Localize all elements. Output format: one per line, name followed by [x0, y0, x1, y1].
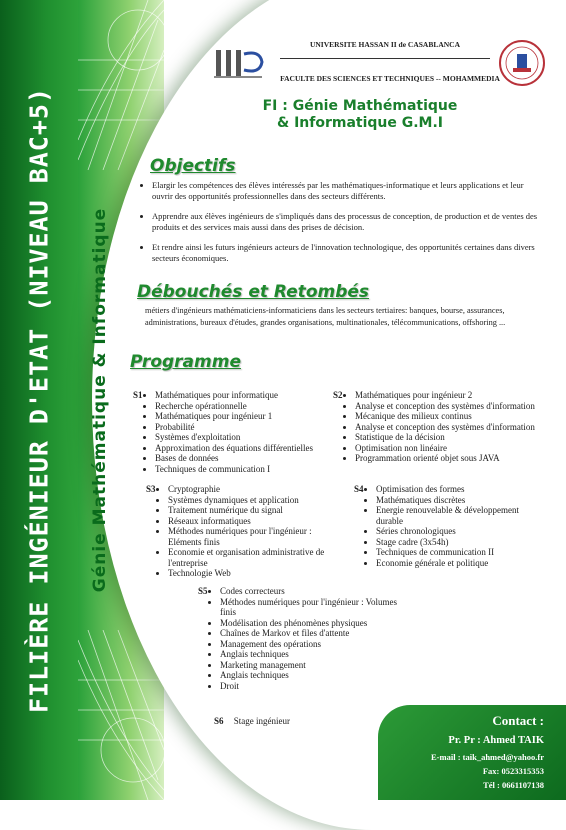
semester-s3 — [146, 484, 346, 579]
programme-heading: Programme — [130, 352, 241, 372]
semester-label: S1 — [133, 390, 143, 400]
list-item: • Economie générale et politique — [376, 558, 544, 569]
debouches-heading: Débouchés et Retombés — [137, 282, 370, 302]
contact-box — [378, 705, 566, 800]
list-item: • Probabilité — [155, 422, 343, 433]
list-item: • Techniques de communication I — [155, 464, 343, 475]
semester-s1 — [133, 390, 343, 474]
faculty-name: FACULTE DES SCIENCES ET TECHNIQUES -- MOHAMMEDIA — [280, 74, 500, 83]
list-item: • Mathématiques discrètes — [376, 495, 544, 506]
list-item: • Droit — [220, 681, 398, 692]
list-item: • Mécanique des milieux continus — [355, 411, 558, 422]
debouches-text: métiers d'ingénieurs mathématiciens-informaticiens dans les secteurs tertiaires: banques, bourse, assurances, administrations, bureaux d'études, grandes organisations, multinationales, télécommunications, offshoring ... — [145, 306, 506, 327]
list-item: • Modélisation des phénomènes physiques — [220, 618, 398, 629]
contact-tel: Tél : 0661107138 — [483, 780, 544, 790]
list-item: • Chaînes de Markov et files d'attente — [220, 628, 398, 639]
list-item: • Séries chronologiques — [376, 526, 544, 537]
list-item: • Anglais techniques — [220, 670, 398, 681]
university-name: UNIVERSITE HASSAN II de CASABLANCA — [309, 40, 461, 49]
list-item: • Techniques de communication II — [376, 547, 544, 558]
semester-s5 — [198, 586, 398, 691]
semester-label: S2 — [333, 390, 343, 400]
vertical-title: FILIÈRE INGÉNIEUR D'ETAT (NIVEAU BAC+5) — [24, 87, 54, 713]
header-divider — [280, 58, 490, 59]
list-item: • Systèmes dynamiques et application — [168, 495, 346, 506]
list-item: • Codes correcteurs — [220, 586, 398, 597]
contact-email[interactable]: E-mail : taik_ahmed@yahoo.fr — [431, 752, 544, 762]
list-item: • Traitement numérique du signal — [168, 505, 346, 516]
list-item: • Stage cadre (3x54h) — [376, 537, 544, 548]
list-item: • Approximation des équations différentielles — [155, 443, 343, 454]
contact-name: Pr. Pr : Ahmed TAIK — [448, 735, 544, 746]
list-item: • Recherche opérationnelle — [155, 401, 343, 412]
semester-label: S6 — [214, 716, 224, 726]
list-item: • Et rendre ainsi les futurs ingénieurs acteurs de l'innovation technologique, des opportunités certaines dans divers secteurs économiques. — [152, 242, 540, 264]
list-item: • Analyse et conception des systèmes d'information — [355, 401, 558, 412]
semester-s4 — [354, 484, 544, 568]
list-item: • Anglais techniques — [220, 649, 398, 660]
list-item: • Management des opérations — [220, 639, 398, 650]
contact-title: Contact : — [492, 713, 544, 728]
list-item: • Apprendre aux élèves ingénieurs de s'impliqués dans des processus de conception, de production et de ventes des produits et des services mais aussi dans des prises de décision. — [152, 211, 540, 233]
semester-label: S4 — [354, 484, 364, 494]
semester-s2 — [333, 390, 558, 464]
list-item: • Cryptographie — [168, 484, 346, 495]
list-item: • Méthodes numériques pour l'ingénieur : Volumes finis — [220, 597, 398, 618]
list-item: • Analyse et conception des systèmes d'information — [355, 422, 558, 433]
list-item: • Optimisation des formes — [376, 484, 544, 495]
fst-logo — [210, 42, 266, 82]
objectifs-list — [140, 180, 540, 273]
university-seal — [497, 38, 547, 88]
list-item: • Optimisation non linéaire — [355, 443, 558, 454]
list-item: • Elargir les compétences des élèves intéressés par les mathématiques-informatique et leurs applications et leur ouvrir des opportunités professionnelles dans des secteurs différents. — [152, 180, 540, 202]
semester-label: S3 — [146, 484, 156, 494]
semester-label: S5 — [198, 586, 208, 596]
list-item: • Energie renouvelable & développement durable — [376, 505, 544, 526]
objectifs-heading: Objectifs — [150, 156, 236, 176]
program-title — [200, 98, 520, 132]
program-title-line1: FI : Génie Mathématique — [262, 98, 458, 114]
list-item: • Systèmes d'exploitation — [155, 432, 343, 443]
list-item: • Technologie Web — [168, 568, 346, 579]
contact-fax: Fax: 0523315353 — [482, 766, 544, 776]
program-title-line2: & Informatique G.M.I — [276, 115, 444, 131]
list-item: • Marketing management — [220, 660, 398, 671]
vertical-subtitle: Génie Mathématique & Informatique — [90, 207, 110, 593]
list-item: • Mathématiques pour ingénieur 1 — [155, 411, 343, 422]
list-item: • Economie et organisation administrative de l'entreprise — [168, 547, 346, 568]
semester-s6 — [214, 716, 364, 727]
list-item: • Mathématiques pour informatique — [155, 390, 343, 401]
list-item: • Mathématiques pour ingénieur 2 — [355, 390, 558, 401]
list-item: • Méthodes numériques pour l'ingénieur : Eléments finis — [168, 526, 346, 547]
s6-text: Stage ingénieur — [233, 716, 290, 726]
list-item: • Bases de données — [155, 453, 343, 464]
list-item: • Statistique de la décision — [355, 432, 558, 443]
list-item: • Réseaux informatiques — [168, 516, 346, 527]
list-item: • Programmation orienté objet sous JAVA — [355, 453, 558, 464]
